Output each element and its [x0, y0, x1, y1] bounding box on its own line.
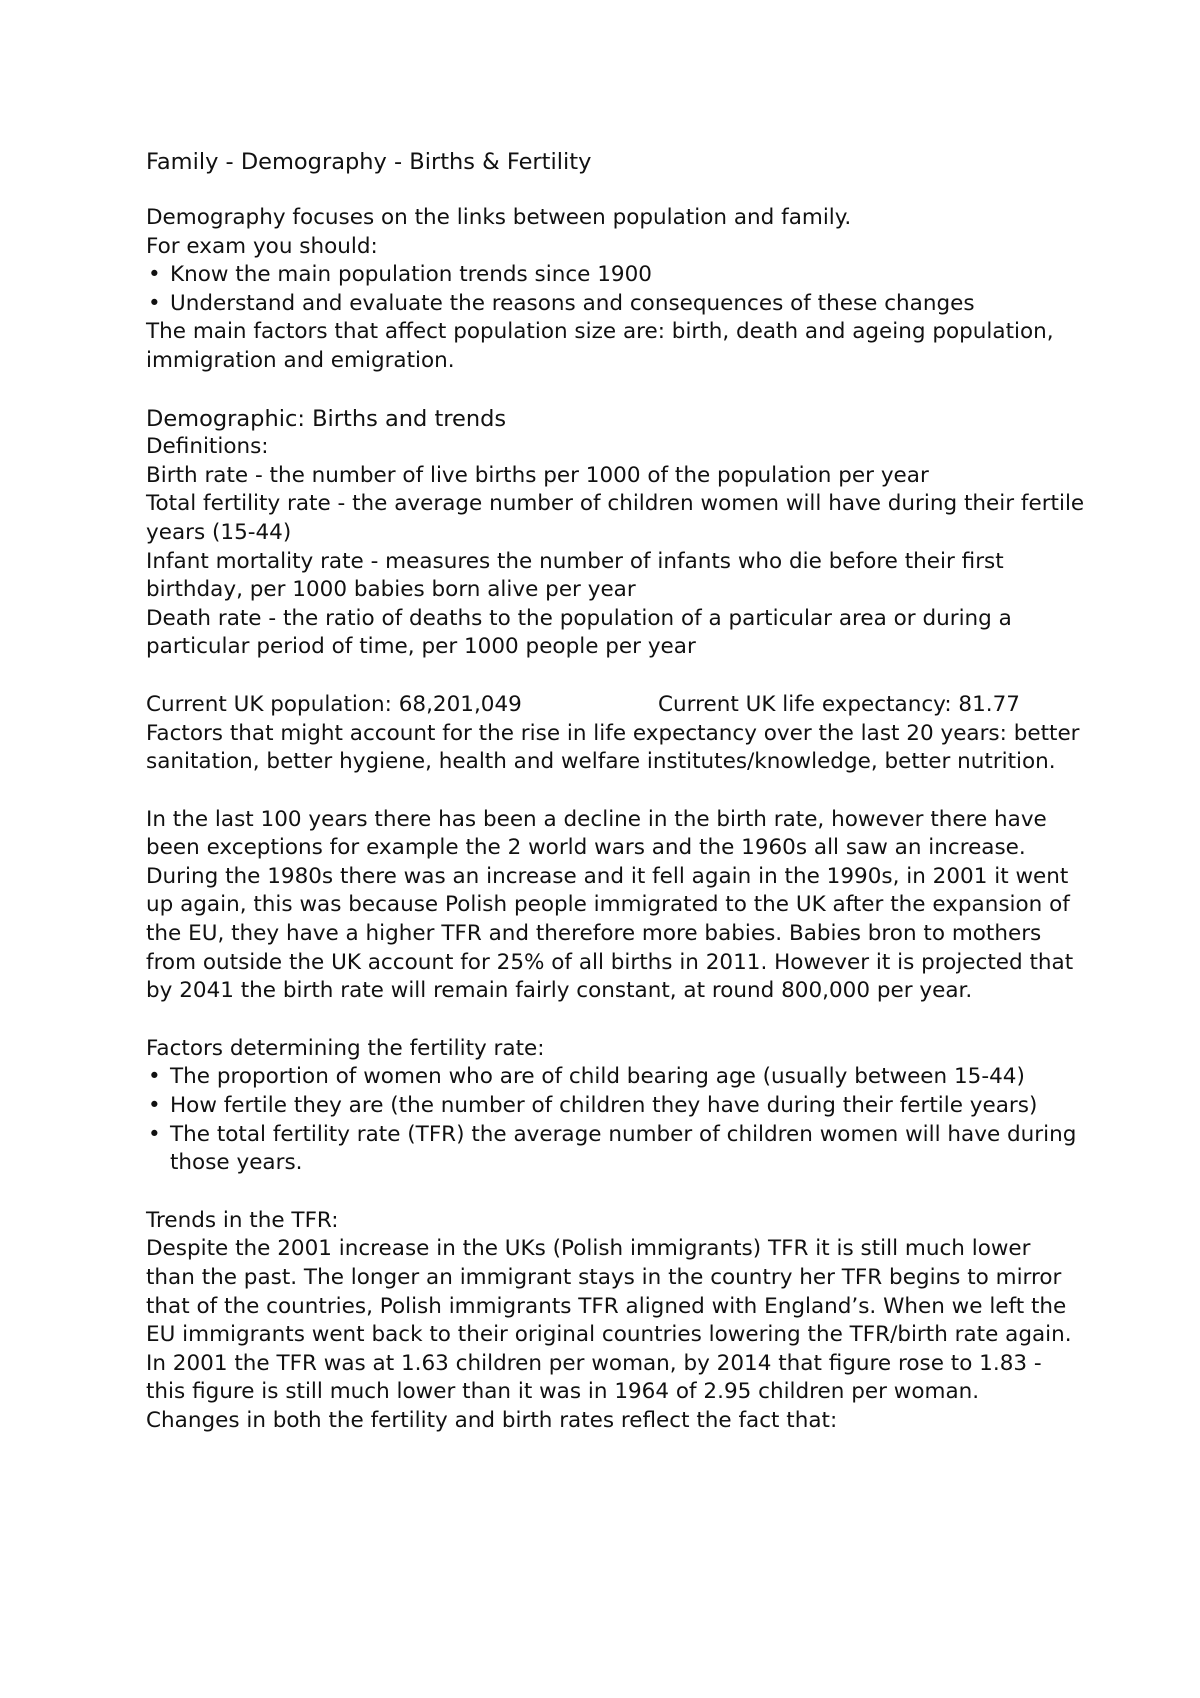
fertility-factors-label: Factors determining the fertility rate: [146, 1035, 545, 1061]
definition-total-fertility-rate: Total fertility rate - the average number of children women will have during their fertile years (15-44) [146, 491, 1085, 545]
fertility-factors-list [146, 1063, 1086, 1177]
bullet-icon: • [148, 262, 161, 288]
definition-infant-mortality-rate: Infant mortality rate - measures the number of infants who die before their first birthday, per 1000 babies born alive per year [146, 548, 1004, 603]
population-factors-paragraph: The main factors that affect population size are: birth, death and ageing population, immigration and emigration. [146, 319, 1054, 373]
section-heading-births: Demographic: Births and trends [146, 405, 507, 432]
bullet-icon: • [148, 1064, 161, 1090]
tfr-trends-label: Trends in the TFR: [146, 1207, 339, 1233]
list-item: • The proportion of women who are of child bearing age (usually between 15-44) [146, 1063, 1086, 1092]
definition-birth-rate: Birth rate - the number of live births per 1000 of the population per year [146, 462, 929, 488]
definitions-label: Definitions: [146, 434, 269, 460]
list-item: • Know the main population trends since 1900 [146, 261, 1086, 290]
life-expectancy-factors-paragraph: Factors that might account for the rise in life expectancy over the last 20 years: better sanitation, better hygiene, health and welfare institutes/knowledge, better nutrition. [146, 720, 1080, 775]
tfr-changes-lead-in: Changes in both the fertility and birth rates reflect the fact that: [146, 1407, 838, 1433]
bullet-icon: • [148, 1121, 161, 1147]
exam-bullet-list [146, 261, 1086, 318]
bullet-icon: • [148, 290, 161, 316]
tfr-figures-paragraph: In 2001 the TFR was at 1.63 children per woman, by 2014 that figure rose to 1.83 - this figure is still much lower than it was in 1964 of 2.95 children per woman. [146, 1350, 1042, 1405]
tfr-trends-paragraph: Despite the 2001 increase in the UKs (Polish immigrants) TFR it is still much lower than the past. The longer an immigrant stays in the country her TFR begins to mirror that of the countries, Polish immigrants TFR aligned with England’s. When we left the EU immigrants went back to their original countries lowering the TFR/birth rate again. [146, 1236, 1072, 1348]
exam-lead-in: For exam you should: [146, 233, 378, 259]
definition-death-rate: Death rate - the ratio of deaths to the population of a particular area or during a particular period of time, per 1000 people per year [146, 605, 1012, 660]
list-item: • The total fertility rate (TFR) the average number of children women will have during those years. [148, 1121, 1077, 1176]
list-item: • Understand and evaluate the reasons and consequences of these changes [146, 290, 1086, 319]
uk-stats-row [146, 691, 1086, 720]
document-body [146, 148, 1086, 1436]
bullet-icon: • [148, 1093, 161, 1119]
intro-paragraph: Demography focuses on the links between population and family. [146, 205, 852, 230]
birth-rate-decline-paragraph: In the last 100 years there has been a decline in the birth rate, however there have been exceptions for example the 2 world wars and the 1960s all saw an increase. During the 1980s there was an increase and it fell again in the 1990s, in 2001 it went up again, this was because Polish people immigrated to the UK after the expansion of the EU, they have a higher TFR and therefore more babies. Babies bron to mothers from outside the UK account for 25% of all births in 2011. However it is projected that by 2041 the birth rate will remain fairly constant, at round 800,000 per year. [146, 806, 1074, 1004]
document-title: Family - Demography - Births & Fertility [146, 149, 592, 175]
uk-population: Current UK population: 68,201,049 [146, 691, 522, 717]
list-item: • How fertile they are (the number of children they have during their fertile years) [146, 1092, 1086, 1121]
uk-life-expectancy: Current UK life expectancy: 81.77 [658, 691, 1020, 717]
